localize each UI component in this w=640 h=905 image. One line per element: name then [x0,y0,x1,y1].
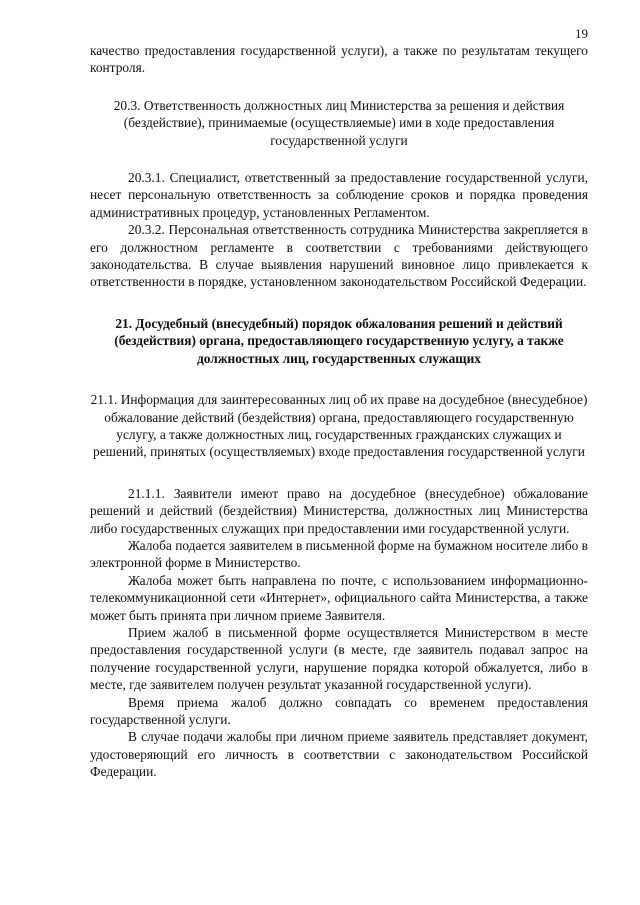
paragraph-complaint-send: Жалоба может быть направлена по почте, с использованием информационно-телекоммуникационной сети «Интернет», официального сайта Министерства, а также может быть принята при личном приеме Заявителя. [90,572,588,623]
page-number: 19 [575,26,588,41]
section-heading-21: 21. Досудебный (внесудебный) порядок обжалования решений и действий (бездействия) органа, предоставляющего государственную услугу, а также должностных лиц, государственных служащих [114,315,564,366]
paragraph-20-3-2: 20.3.2. Персональная ответственность сотрудника Министерства закрепляется в его должностном регламенте в соответствии с требованиями действующего законодательства. В случае выявления нарушений виновное лицо привлекается к ответственности в порядке, установленном законодательством Российской Федерации. [90,222,588,290]
section-heading-20-3: 20.3. Ответственность должностных лиц Министерства за решения и действия (бездействие), принимаемые (осуществляемые) ими в ходе предоставления государственной услуги [113,97,565,148]
paragraph-continuation: качество предоставления государственной услуги), а также по результатам текущего контроля. [90,43,588,76]
paragraph-complaint-form: Жалоба подается заявителем в письменной форме на бумажном носителе либо в электронной форме в Министерство. [90,537,588,571]
paragraph-complaint-personal: В случае подачи жалобы при личном приеме заявитель представляет документ, удостоверяющий его личность в соответствии с законодательством Российской Федерации. [90,729,588,780]
page-content [90,42,588,781]
paragraph-21-1-1: 21.1.1. Заявители имеют право на досудебное (внесудебное) обжалование решений и действий (бездействия) Министерства, должностных лиц Министерства либо государственных служащих при предоставлении ими государственной услуги. [90,485,588,536]
section-heading-21-1: 21.1. Информация для заинтересованных лиц об их праве на досудебное (внесудебное) обжалование действий (бездействия) органа, предоставляющего государственную услугу, а также должностных лиц, государственных гражданских служащих и решений, принятых (осуществляемых) входе предоставления государственной услуги [90,392,588,460]
paragraph-complaint-time: Время приема жалоб должно совпадать со временем предоставления государственной услуги. [90,694,588,727]
paragraph-20-3-1: 20.3.1. Специалист, ответственный за предоставление государственной услуги, несет персональную ответственность за соблюдение сроков и порядка проведения административных процедур, установленных Регламентом. [90,170,588,220]
paragraph-complaint-receive: Прием жалоб в письменной форме осуществляется Министерством в месте предоставления государственной услуги (в месте, где заявитель подавал запрос на получение государственной услуги, нарушение порядка которой обжалуется, либо в месте, где заявителем получен результат указанной государственной услуги). [90,624,588,693]
